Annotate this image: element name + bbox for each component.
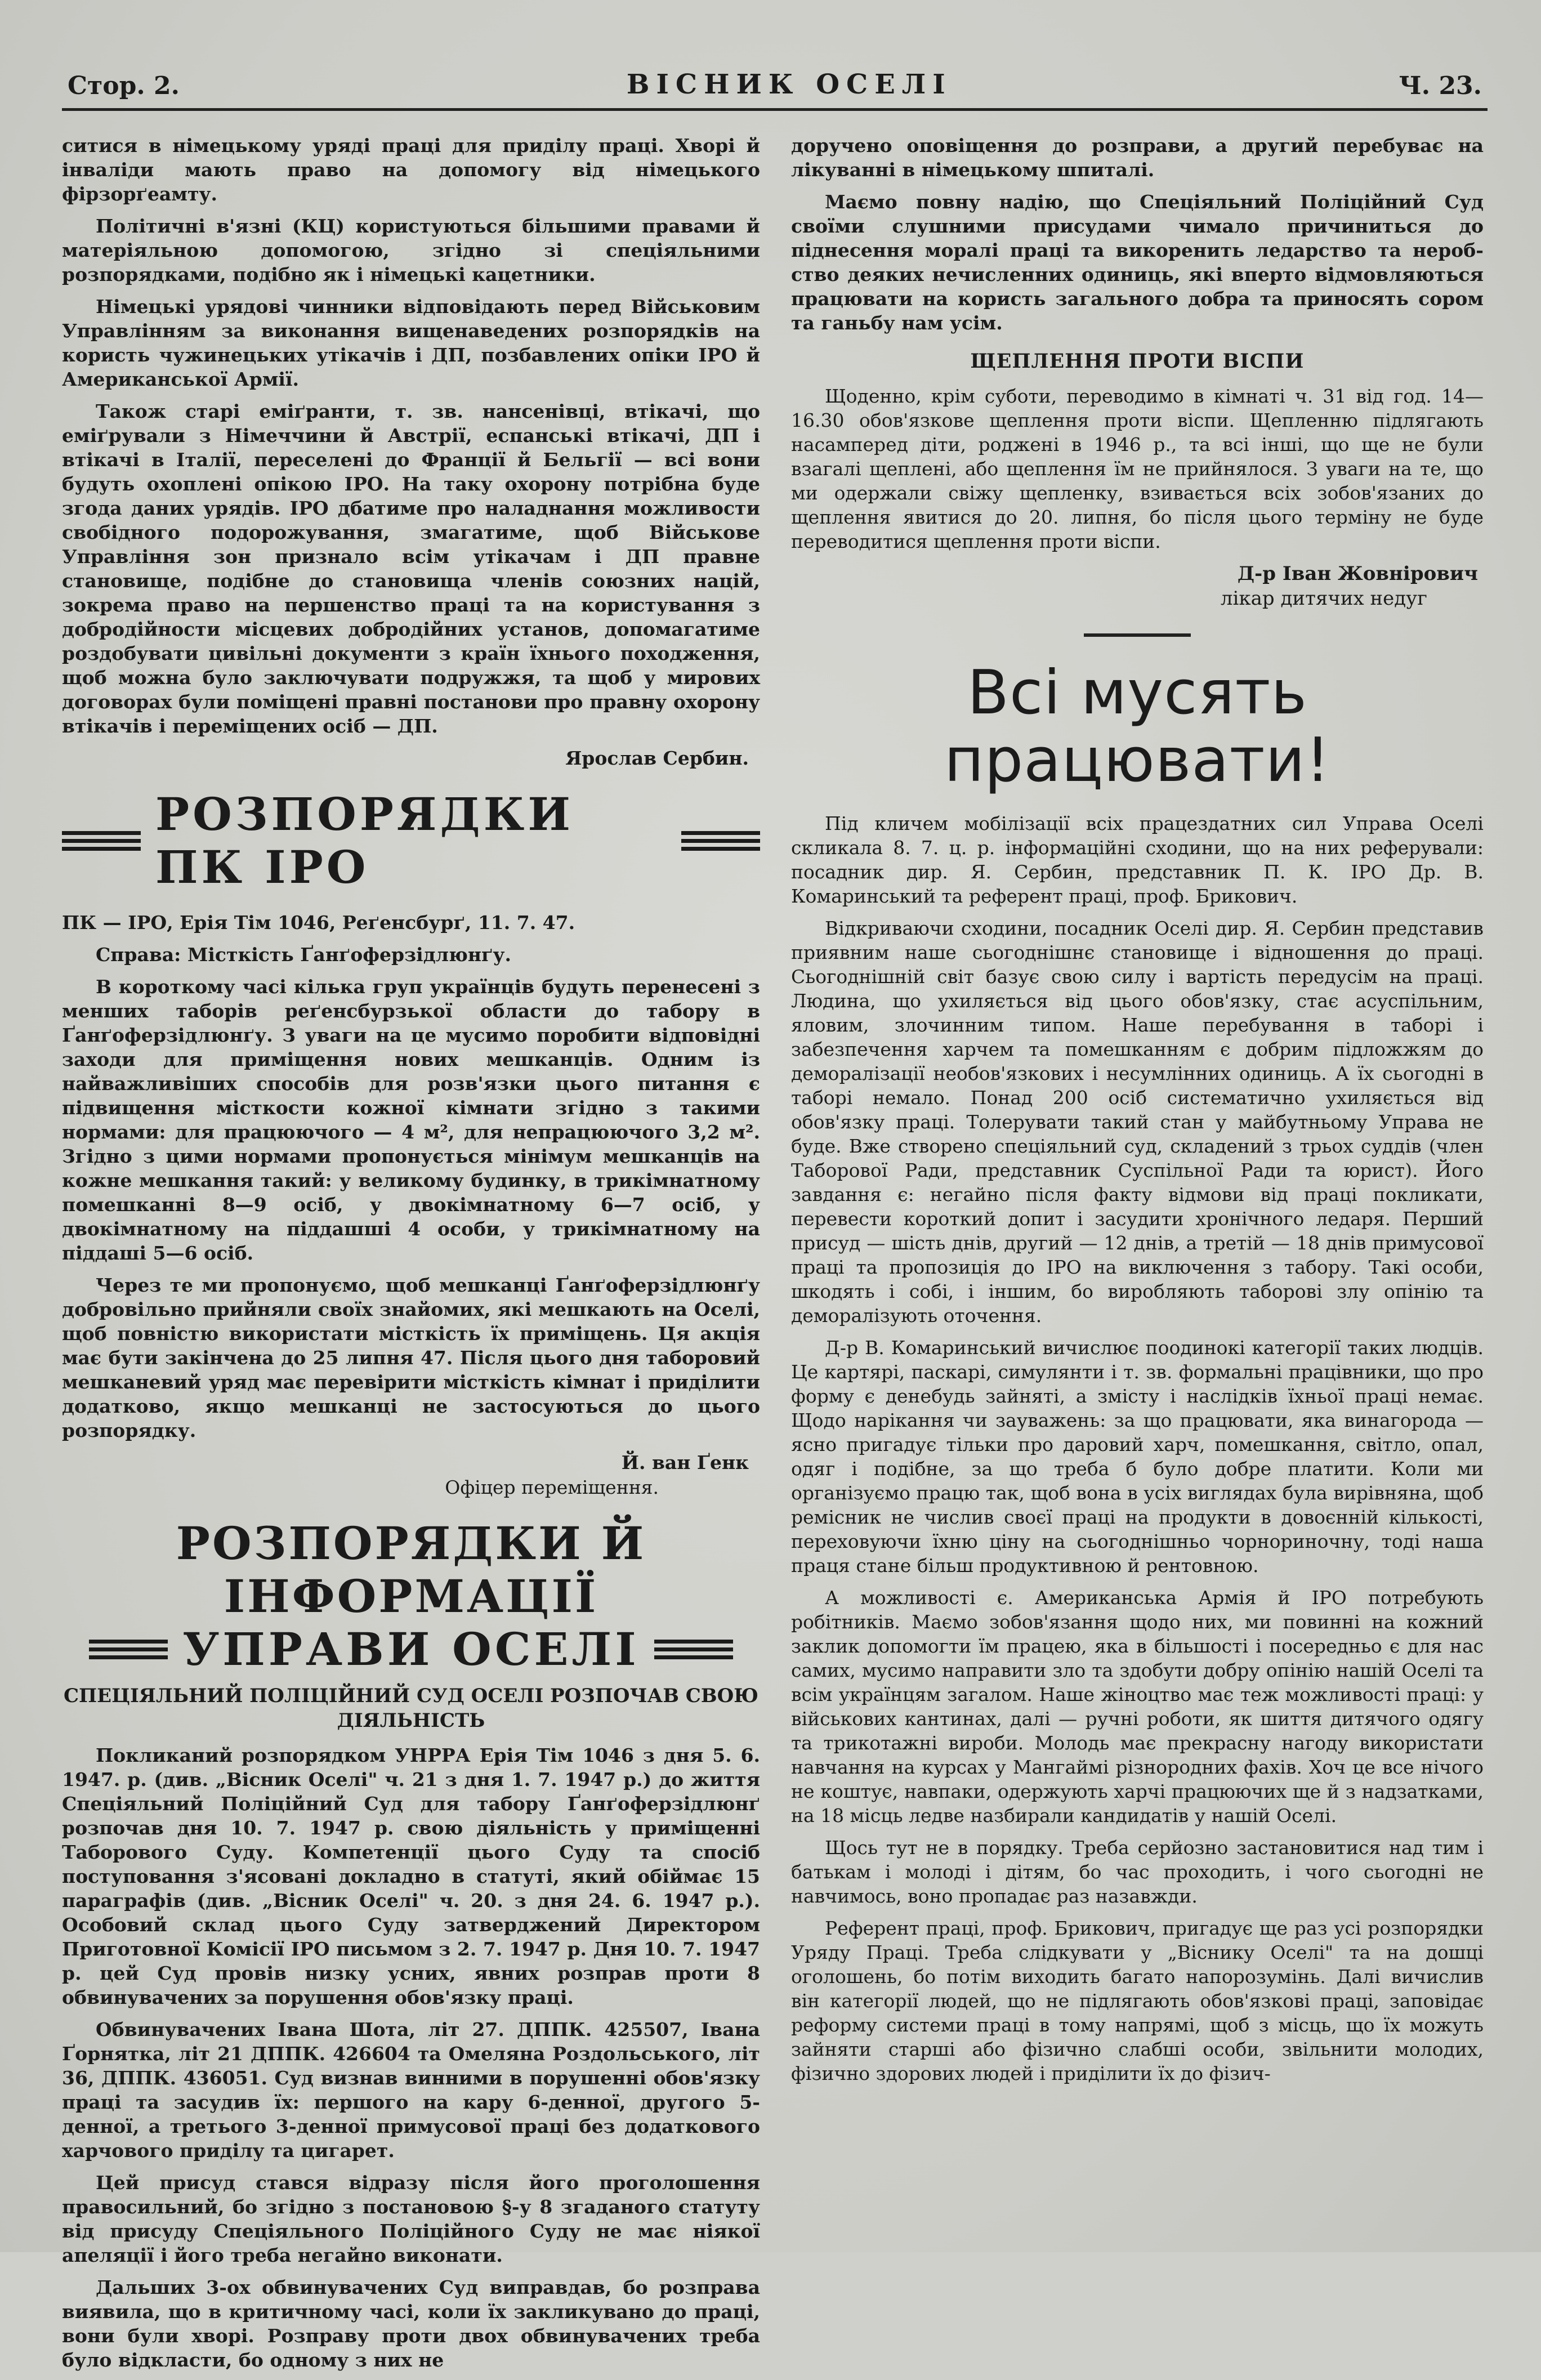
section-banner-pk-iro — [62, 788, 760, 894]
paragraph: ситися в німецькому уряді праці для приділу праці. Хворі й інваліди мають право на допомогу від німецького фірзорґеамту. — [62, 135, 760, 205]
paragraph: Під кличем мобілізації всіх працездатних сил Управа Оселі скликала 8. 7. ц. р. інформаційні сходини, що на них реферували: посадник дир. Я. Сербин, представник П. К. ІРО Др. В. Комаринський та референт праці, проф. Брикович. — [791, 812, 1484, 907]
doctor-signature: Д-р Іван Жовнірович — [1237, 562, 1478, 585]
paragraph: В короткому часі кілька груп українців будуть перенесені з менших таборів реґенсбурзької области до табору в Ґанґоферзідлюнґу. З уваги на це мусимо поробити відповідні заходи для приміщення нових мешканців. Одним із найважливіших способів для розв'язки цього питання є підвищення місткости кожної кімнати згідно з такими нормами: для працюючого — 4 м², для непрацюючого 3,2 м². Згідно з цими нормами пропонується мінімум мешканців на кожне мешкання такий: у великому будинку, в трикімнатному помешканні 8—9 осіб, у двокімнатному 6—7 осіб, у двокімнатному на піддашші 4 особи, у трикімнатному на піддаші 5—6 осіб. — [62, 976, 760, 1264]
paragraph: Обвинувачених Івана Шота, літ 27. ДППК. 425507, Івана Ґорнятка, літ 21 ДППК. 426604 та Омеляна Роздольського, літ 36, ДППК. 436051. Суд визнав винними в порушенні обов'язку праці та засудив їх: першого на кару 6-денної, другого 5-денної, а третього 3-денної примусової праці без додаткового харчового приділу та цигарет. — [62, 2019, 760, 2162]
document-subject: Справа: Місткість Ґанґоферзідлюнґу. — [96, 944, 511, 966]
page-number: Стор. 2. — [68, 72, 180, 100]
paragraph: Німецькі урядові чинники відповідають перед Військовим Управлінням за виконання вищенаведених розпорядків на користь чужинецьких утікачів і ДП, позбавлених опіки ІРО й Американської Армії. — [62, 296, 760, 390]
paragraph: Через те ми пропонуємо, щоб мешканці Ґанґоферзідлюнґу добровільно прийняли своїх знайомих, які мешкають на Оселі, щоб повністю використати місткість їх приміщень. Ця акція має бути закінчена до 25 липня 47. Після цього дня таборовий мешканевий уряд має перевірити місткість кімнат і приділити додатково, якщо мешканці не застосуються до цього розпорядку. — [62, 1274, 760, 1441]
officer-title: Офіцер переміщення. — [445, 1476, 659, 1498]
paragraph: А можливості є. Американська Армія й ІРО потребують робітників. Маємо зобов'язання щодо них, ми повинні на кожний заклик допомогти їм працею, яка в більшості і посередньо є для нас самих, мусимо направити зло та здобути добру опінію нашій Оселі та всім українцям загалом. Наше жіноцтво має теж можливості праці: у військових кантинах, далі — ручні роботи, як шиття дитячого одягу та трикотажні вироби. Молодь має прекрасну нагоду використати навчання на курсах у Мангаймі різнородних фахів. Хоч це все нічого не коштує, навпаки, одержують харчі працюючих ще й з надзатками, на 18 місць ледве назбирали кандидатів у нашій Оселі. — [791, 1587, 1484, 1827]
decorative-bars — [681, 831, 760, 851]
article-subheading: СПЕЦІЯЛЬНИЙ ПОЛІЦІЙНИЙ СУД ОСЕЛІ РОЗПОЧАВ СВОЮ ДІЯЛЬНІСТЬ — [64, 1685, 758, 1732]
page-header — [62, 56, 1488, 111]
columns — [62, 133, 1488, 2380]
paragraph: Д-р В. Комаринський вичислює поодинокі категорії таких людців. Це картярі, паскарі, симулянти і т. зв. формальні працівники, що про форму є денебудь зайняті, а змісту і наслідків їхньої праці немає. Щодо нарікання чи зауважень: за що працювати, яка винагорода — ясно пригадує тільки про даровий харч, помешкання, світло, опал, одяг і подібне, за що треба б було добре платити. Коли ми організуємо працю так, щоб вона в усіх виглядах була вирівняна, щоб ремісник не числив своєї праці на продукти в довоєнній кількості, переховуючи їхню ціну на сьогоднішньо чорнориночну, тоді наша праця стане більш продуктивною й рентовною. — [791, 1337, 1484, 1577]
document-reference: ПК — ІРО, Ерія Тім 1046, Реґенсбурґ, 11. 7. 47. — [62, 912, 575, 934]
paragraph: Щось тут не в порядку. Треба серйозно застановитися над тим і батькам і молоді і дітям, бо час проходить, і чого сьогодні не навчимось, воно пропадає раз назавжди. — [791, 1837, 1484, 1907]
decorative-bars — [62, 831, 141, 851]
newspaper-title: ВІСНИК ОСЕЛІ — [626, 69, 952, 100]
paragraph: Маємо повну надію, що Спеціяльний Поліційний Суд своїми слушними присудами чимало причиниться до піднесення моралі праці та викоренить ледарство та неробство деяких нечисленних одиниць, які вперто відмовляються працювати на користь загального добра та приносять сором та ганьбу нам усім. — [791, 191, 1484, 334]
paragraph: Референт праці, проф. Брикович, пригадує ще раз усі розпорядки Уряду Праці. Треба слідкувати у „Віснику Оселі" та на дошці оголошень, бо потім виходить багато напорозумінь. Далі вичислив він категорії людей, що не підлягають обов'язкові праці, заповідає реформу системи праці в тому напрямі, щоб з місць, що їх можуть зайняти старші або фізично слабші особи, звільнити молодих, фізично здорових людей і приділити їх до фізич- — [791, 1917, 1484, 2084]
paragraph: Щоденно, крім суботи, переводимо в кімнаті ч. 31 від год. 14—16.30 обов'язкове щеплення проти віспи. Щепленню підлягають насамперед діти, роджені в 1946 р., та всі інші, що ще не були взагалі щеплені, або щеплення їм не прийнялося. З уваги на те, що ми одержали свіжу щепленку, взивається всіх зобов'язаних до щеплення явитися до 20. липня, бо після цього терміну не буде переводитися щеплення проти віспи. — [791, 385, 1484, 552]
right-column — [791, 133, 1484, 2380]
issue-number: Ч. 23. — [1399, 72, 1482, 100]
paragraph: Дальших 3-ох обвинувачених Суд виправдав, бо розправа виявила, що в критичному часі, коли їх закликувано до праці, вони були хворі. Розправу проти двох обвинувачених треба було відкласти, бо одному з них не — [62, 2276, 760, 2371]
paragraph: Політичні в'язні (КЦ) користуються більшими правами й матеріяльною допомогою, згідно зі спеціяльними розпорядками, подібно як і німецькі кацетники. — [62, 215, 760, 285]
author-signature: Ярослав Сербин. — [565, 747, 749, 769]
officer-name: Й. ван Ґенк — [621, 1452, 749, 1473]
section-title-vaccination: ЩЕПЛЕННЯ ПРОТИ ВІСПИ — [970, 350, 1305, 373]
article-headline: Всі мусять працювати! — [944, 658, 1330, 796]
left-column — [62, 133, 760, 2380]
decorative-bars — [89, 1640, 168, 1659]
section-heading-administration — [62, 1517, 760, 1676]
paragraph: Цей присуд стався відразу після його проголошення правосильний, бо згідно з постановою §-у 8 згаданого статуту від присуду Спеціяльного Поліційного Суду не має ніякої апеляції і його треба негайно виконати. — [62, 2172, 760, 2266]
section-divider — [1084, 633, 1191, 637]
paragraph: доручено оповіщення до розправи, а другий перебуває на лікуванні в німецькому шпиталі. — [791, 135, 1484, 181]
banner-title: РОЗПОРЯДКИ ПК ІРО — [155, 788, 574, 894]
paragraph: Також старі еміґранти, т. зв. нансенівці, втікачі, що еміґрували з Німеччини й Австрії, еспанські втікачі, ДП і втікачі в Італії, переселені до Франції й Бельгії — всі вони будуть охоплені опікою ІРО. На таку охорону потрібна буде згода даних урядів. ІРО дбатиме про наладнання можливости свобідного подорожування, змагатиме, щоб Військове Управління зон признало всім утікачам і ДП правне становище, подібне до становища членів союзних націй, зокрема право на першенство праці та на користування з добродійности місцевих добродійних установ, допомагатиме роздобувати цивільні документи з країн їхнього походження, щоб можна було заключувати подружжя, та щоб у мирових договорах були поміщені правні постанови про правну охорону втікачів і переміщених осіб — ДП. — [62, 400, 760, 737]
heading-line-2: УПРАВИ ОСЕЛІ — [182, 1623, 640, 1676]
decorative-bars — [654, 1640, 733, 1659]
paragraph: Відкриваючи сходини, посадник Оселі дир. Я. Сербин представив приявним наше сьогоднішнє становище і відношення до праці. Сьогоднішній світ базує свою силу і вартість передусім на праці. Людина, що ухиляється від цього обов'язку, стає асуспільним, яловим, злочинним типом. Наше перебування в таборі і забезпечення харчем та помешканням є добрим підложжям до деморалізації необов'язкових і несумлінних одиниць. А їх сьогодні в таборі немало. Понад 200 осіб систематично ухиляється від обов'язку праці. Толерувати такий стан у майбутньому Управа не буде. Вже створено спеціяльний суд, складений з трьох суддів (член Таборової Ради, представник Суспільної Ради та юрист). Його завдання є: негайно після факту відмови від праці покликати, перевести короткий допит і засудити хронічного ледаря. Перший присуд — шість днів, другий — 12 днів, а третій — 18 днів примусової праці та пропозиція до ІРО на виключення з табору. Такі особи, шкодять і собі, і іншим, бо виробляють таборові злу опінію та деморалізують оточення. — [791, 917, 1484, 1327]
heading-line-1: РОЗПОРЯДКИ Й ІНФОРМАЦІЇ — [176, 1517, 646, 1623]
paragraph: Покликаний розпорядком УНРРА Ерія Тім 1046 з дня 5. 6. 1947. р. (див. „Вісник Оселі" ч. 21 з дня 1. 7. 1947 р.) до життя Спеціяльний Поліційний Суд для табору Ґанґоферзідлюнґ розпочав дня 10. 7. 1947 р. свою діяльність у приміщенні Таборового Суду. Компетенції цього Суду та спосіб поступовання з'ясовані докладно в статуті, який обіймає 15 параграфів (див. „Вісник Оселі" ч. 20. з дня 24. 6. 1947 р.). Особовий склад цього Суду затверджений Директором Приготовної Комісії ІРО письмом з 2. 7. 1947 р. Дня 10. 7. 1947 р. цей Суд провів низку усних, явних розправ проти 8 обвинувачених за порушення обов'язку праці. — [62, 1744, 760, 2008]
doctor-title: лікар дитячих недуг — [1220, 587, 1427, 610]
